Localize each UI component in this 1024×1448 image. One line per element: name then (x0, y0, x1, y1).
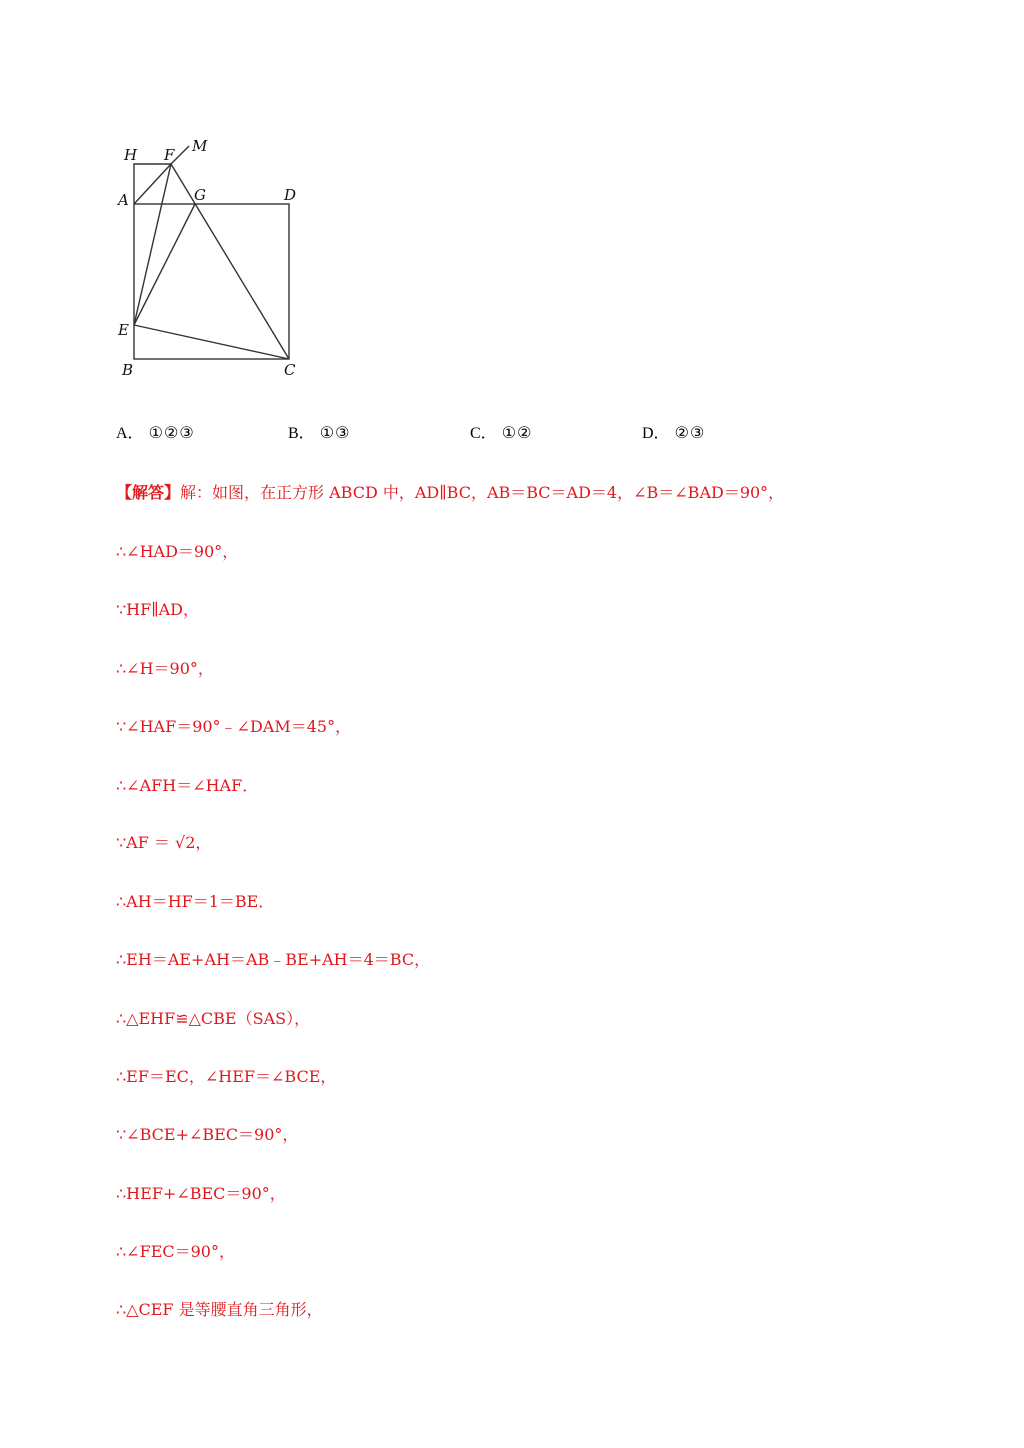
segment-ec (134, 325, 289, 359)
solution-line-1 (116, 480, 896, 508)
option-a-letter: A． (116, 425, 144, 442)
solution-line-11: ∴EF＝EC，∠HEF＝∠BCE， (116, 1067, 337, 1086)
option-b-choices: ①③ (319, 423, 351, 442)
option-c-choices: ①② (501, 423, 533, 442)
label-c: C (284, 361, 296, 379)
option-d[interactable] (642, 420, 705, 443)
segment-fc (171, 164, 289, 359)
label-e: E (118, 321, 129, 339)
solution-text: 解：如图，在正方形 ABCD 中，AD∥BC，AB＝BC＝AD＝4，∠B＝∠BAD＝90°， (180, 483, 785, 502)
label-g: G (194, 186, 206, 204)
solution-line-14: ∴∠FEC＝90°， (116, 1242, 235, 1261)
option-b-letter: B． (288, 425, 315, 442)
solution-line-3: ∵HF∥AD， (116, 600, 200, 619)
label-m: M (192, 137, 208, 155)
option-d-choices: ②③ (674, 423, 706, 442)
geometry-figure (112, 132, 312, 382)
segment-af (134, 164, 171, 204)
option-a-choices: ①②③ (148, 423, 195, 442)
option-c[interactable] (470, 420, 532, 443)
solution-line-13: ∴HEF+∠BEC＝90°， (116, 1184, 286, 1203)
option-a[interactable] (116, 420, 195, 443)
solution-line-6: ∴∠AFH＝∠HAF． (116, 776, 259, 795)
solution-header: 【解答】 (116, 483, 181, 502)
solution-line-2: ∴∠HAD＝90°， (116, 542, 239, 561)
label-f: F (164, 146, 175, 164)
label-h: H (124, 146, 138, 164)
solution-line-7: ∵AF ＝ √2， (116, 833, 212, 852)
option-b[interactable] (288, 420, 350, 443)
solution-line-4: ∴∠H＝90°， (116, 659, 214, 678)
label-a: A (118, 191, 129, 209)
option-c-letter: C． (470, 425, 497, 442)
label-b: B (122, 361, 134, 379)
solution-line-12: ∵∠BCE+∠BEC＝90°， (116, 1125, 299, 1144)
solution-line-15: ∴△CEF 是等腰直角三角形， (116, 1300, 323, 1319)
geometry-diagram (112, 132, 312, 382)
solution-line-9: ∴EH＝AE+AH＝AB﹣BE+AH＝4＝BC， (116, 950, 431, 969)
solution-line-10: ∴△EHF≌△CBE（SAS）， (116, 1009, 311, 1028)
label-d: D (284, 186, 297, 204)
answer-options (116, 420, 876, 450)
square-abcd (134, 204, 289, 359)
solution-line-5: ∵∠HAF＝90°﹣∠DAM＝45°， (116, 717, 352, 736)
segment-eg (134, 204, 195, 325)
segment-fe (134, 164, 171, 325)
solution-line-8: ∴AH＝HF＝1＝BE． (116, 892, 275, 911)
option-d-letter: D． (642, 425, 670, 442)
